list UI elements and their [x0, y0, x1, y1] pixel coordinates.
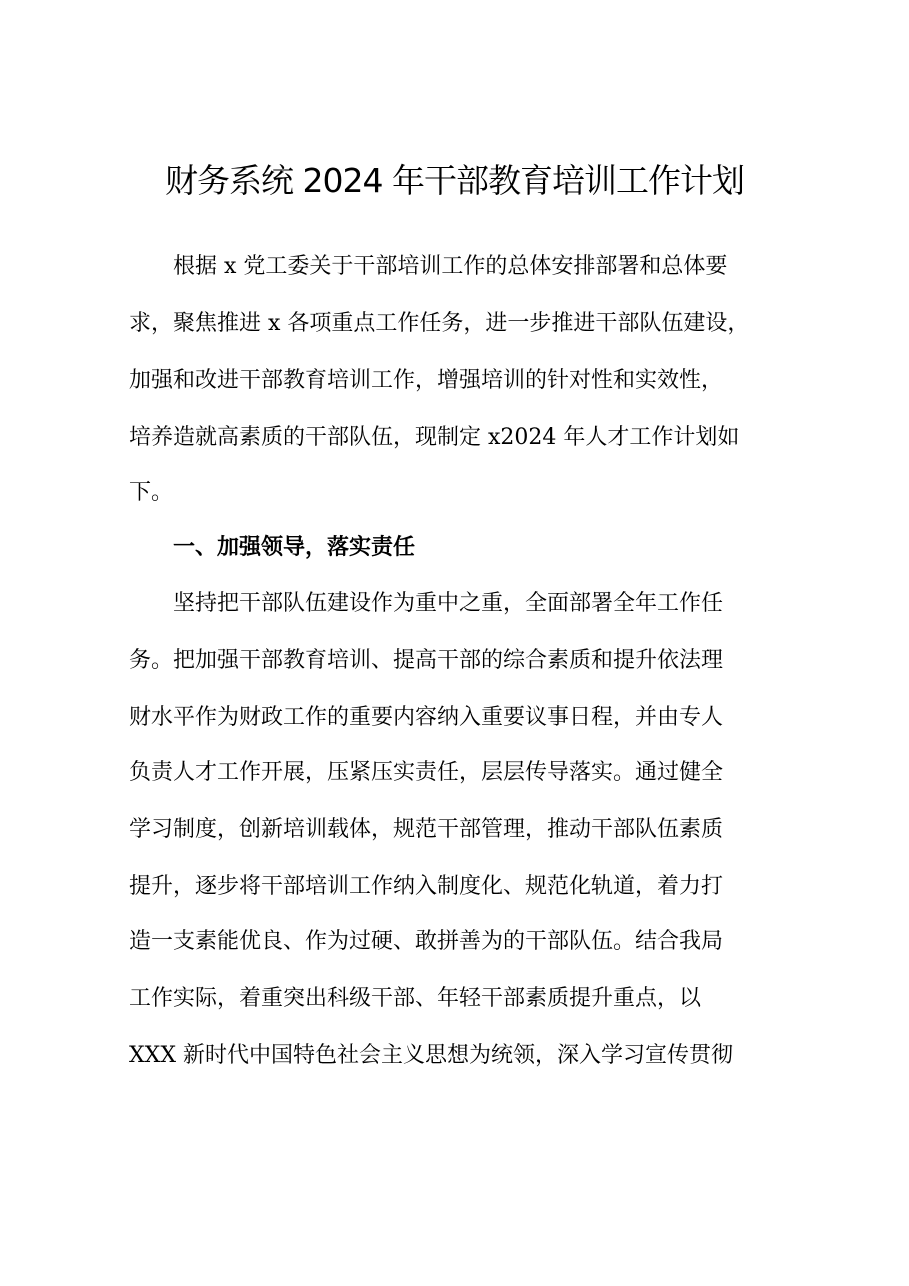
line-text: 财水平作为财政工作的重要内容纳入重要议事日程，并由专人	[129, 705, 724, 730]
paragraph-line	[0, 915, 909, 969]
line-text: 坚持把干部队伍建设作为重中之重，全面部署全年工作任	[173, 591, 724, 616]
paragraph-line	[0, 803, 909, 857]
line-text: 务。把加强干部教育培训、提高干部的综合素质和提升依法理	[129, 648, 724, 673]
line-text: 工作实际，着重突出科级干部、年轻干部素质提升重点，以	[129, 986, 702, 1011]
line-text: 提升，逐步将干部培训工作纳入制度化、规范化轨道，着力打	[129, 874, 724, 899]
line-text: 下。	[129, 480, 174, 505]
paragraph-line	[0, 691, 909, 745]
paragraph-line	[0, 240, 909, 294]
line-text: 加强和改进干部教育培训工作，增强培训的针对性和实效性，	[129, 368, 724, 393]
line-text: 学习制度，创新培训载体，规范干部管理，推动干部队伍素质	[129, 817, 724, 842]
line-text: XXX 新时代中国特色社会主义思想为统领，深入学习宣传贯彻	[129, 1043, 733, 1068]
paragraph-line	[0, 972, 909, 1026]
paragraph-line	[0, 411, 909, 465]
paragraph-line	[0, 860, 909, 914]
line-text: 负责人才工作开展，压紧压实责任，层层传导落实。通过健全	[129, 760, 724, 785]
line-text: 根据 x 党工委关于干部培训工作的总体安排部署和总体要	[173, 254, 728, 279]
paragraph-line	[0, 746, 909, 800]
section-heading	[0, 521, 909, 575]
document-title: 财务系统 2024 年干部教育培训工作计划	[165, 161, 744, 200]
paragraph-line	[0, 577, 909, 631]
paragraph-line	[0, 466, 909, 520]
paragraph-line	[0, 1029, 909, 1083]
paragraph-line	[0, 354, 909, 408]
line-text: 求，聚焦推进 x 各项重点工作任务，进一步推进干部队伍建设，	[129, 311, 750, 336]
paragraph-line	[0, 634, 909, 688]
line-text: 培养造就高素质的干部队伍，现制定 x2024 年人才工作计划如	[129, 425, 740, 450]
line-text: 造一支素能优良、作为过硬、敢拼善为的干部队伍。结合我局	[129, 929, 724, 954]
section-heading-text: 一、加强领导，落实责任	[173, 535, 416, 560]
paragraph-line	[0, 297, 909, 351]
